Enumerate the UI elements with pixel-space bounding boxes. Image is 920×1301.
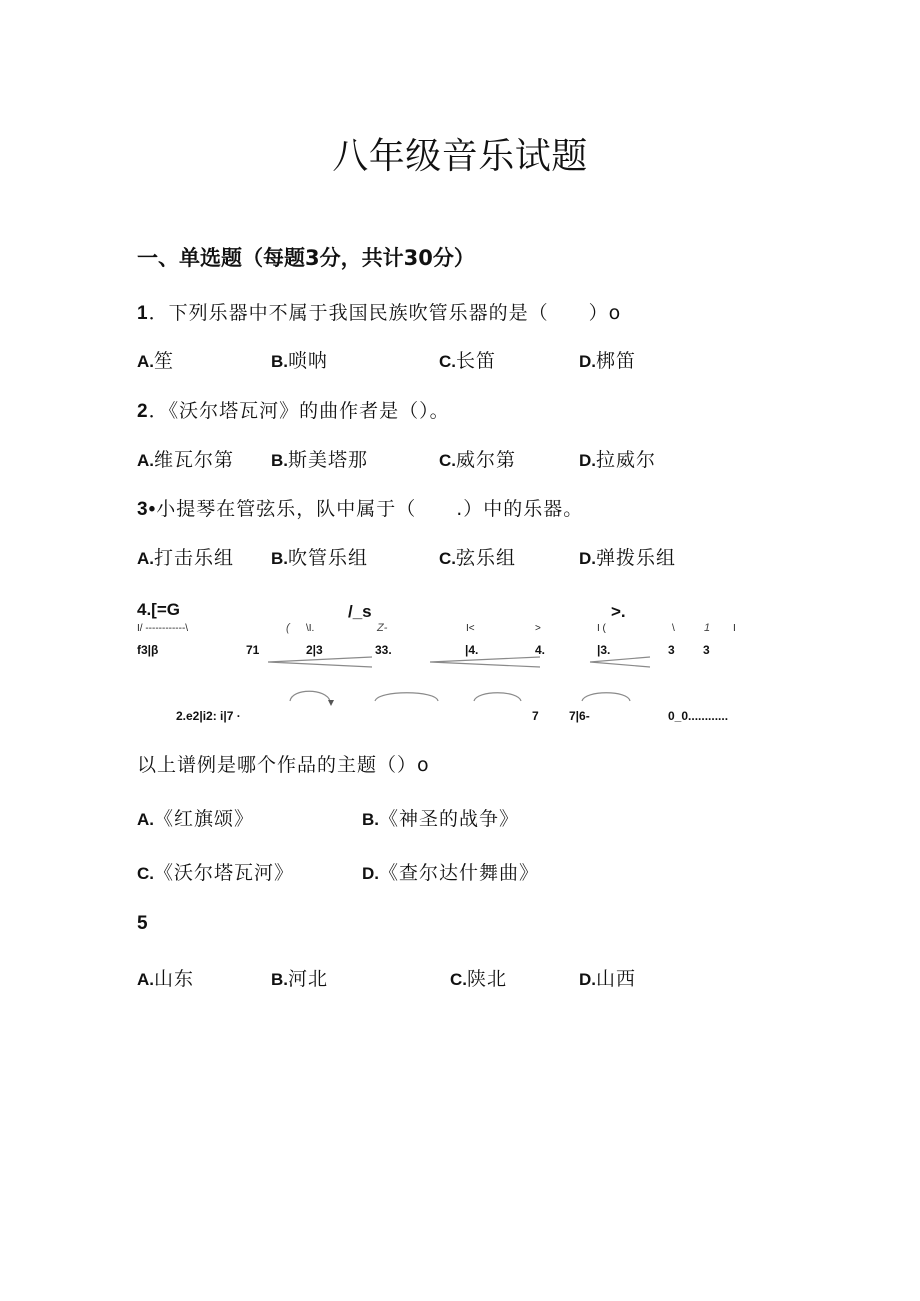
score-line-2-text: 33. (375, 643, 392, 657)
option-letter: B. (271, 549, 288, 568)
option-text: 拉威尔 (596, 449, 657, 471)
option-text: 笙 (154, 350, 175, 372)
option-letter: A. (137, 549, 154, 568)
question-number: 2 (137, 401, 149, 422)
slur-arc (582, 693, 630, 701)
option-c[interactable] (450, 964, 507, 991)
score-line-2-text: |4. (465, 643, 479, 657)
option-letter: D. (362, 864, 379, 883)
option-letter: D. (579, 451, 596, 470)
question-text: 小提琴在管弦乐，队中属于（ .）中的乐器。 (156, 498, 584, 520)
option-text: 长笛 (456, 350, 497, 372)
score-line-1-text: I/ ------------\ (137, 623, 189, 634)
option-a[interactable] (137, 804, 254, 831)
score-line-3-text: 0_0............ (668, 709, 729, 723)
question-number: 5 (137, 913, 149, 934)
question-number: 3• (137, 499, 157, 520)
question-text: ．下列乐器中不属于我国民族吹管乐器的是（ ）o (148, 302, 622, 324)
score-mark: /_s (348, 602, 372, 621)
option-text: 弹拨乐组 (596, 547, 677, 569)
score-line-3-text: 2.e2|i2: i|7 · (176, 709, 241, 723)
slur-arc (290, 691, 330, 701)
option-text: 山西 (596, 968, 637, 990)
option-letter: B. (362, 810, 379, 829)
score-line-1-text: \ (672, 623, 675, 634)
option-a[interactable] (137, 964, 194, 991)
score-line-1-text: I< (466, 623, 475, 634)
score-mark: >. (611, 602, 626, 621)
option-text: 梆笛 (596, 350, 637, 372)
option-letter: B. (271, 970, 288, 989)
option-text: 打击乐组 (154, 547, 235, 569)
option-d[interactable] (579, 964, 636, 991)
score-line-2-text: 71 (246, 643, 260, 657)
page-title: 八年级音乐试题 (332, 136, 588, 177)
tie-end-mark (328, 700, 334, 706)
score-line-1-text: 1 (704, 622, 711, 634)
option-text: 唢呐 (288, 350, 329, 372)
score-line-2-text: 2|3 (306, 643, 323, 657)
crescendo-hairpin (590, 657, 650, 667)
option-letter: D. (579, 549, 596, 568)
option-letter: C. (439, 352, 456, 371)
score-line-2-text: 3 (703, 643, 710, 657)
slur-arc (474, 693, 521, 701)
option-text: 山东 (154, 968, 195, 990)
option-text: 陕北 (467, 968, 508, 990)
score-line-1-text: I ( (597, 623, 606, 634)
section-heading: 一、单选题（每题3分，共计30分） (137, 246, 475, 270)
score-key-signature: 4.[=G (137, 600, 180, 619)
option-letter: C. (450, 970, 467, 989)
option-letter: A. (137, 451, 154, 470)
option-letter: C. (439, 549, 456, 568)
score-line-2-text: 3 (668, 643, 675, 657)
option-text: 《查尔达什舞曲》 (379, 862, 540, 884)
option-d[interactable] (362, 858, 539, 885)
score-line-2-text: 4. (535, 643, 546, 657)
option-text: 《神圣的战争》 (379, 808, 520, 830)
score-line-2-text: |3. (597, 643, 611, 657)
crescendo-hairpin (430, 657, 540, 667)
option-letter: B. (271, 352, 288, 371)
option-text: 《红旗颂》 (154, 808, 255, 830)
score-line-1-text: Z- (377, 622, 388, 634)
question-4-text: 以上谱例是哪个作品的主题（）o (137, 754, 430, 776)
option-letter: D. (579, 970, 596, 989)
option-text: 吹管乐组 (288, 547, 369, 569)
option-text: 《沃尔塔瓦河》 (154, 862, 295, 884)
slur-arc (375, 693, 438, 701)
option-b[interactable] (362, 804, 519, 831)
option-letter: C. (137, 864, 154, 883)
option-letter: D. (579, 352, 596, 371)
decrescendo-hairpin (268, 657, 372, 667)
option-letter: A. (137, 970, 154, 989)
score-line-2-text: f3|β (137, 643, 159, 657)
option-letter: A. (137, 352, 154, 371)
score-line-1-text: > (535, 623, 541, 634)
option-text: 斯美塔那 (288, 449, 369, 471)
option-text: 河北 (288, 968, 329, 990)
score-line-1-text: \I. (306, 623, 315, 634)
option-b[interactable] (271, 964, 328, 991)
option-letter: A. (137, 810, 154, 829)
score-line-1-text: ( (286, 622, 290, 634)
question-number: 1 (137, 303, 149, 324)
score-line-3-text: 7 (532, 709, 539, 723)
score-line-3-text: 7|6- (569, 709, 590, 723)
option-text: 维瓦尔第 (154, 449, 235, 471)
question-5 (137, 912, 149, 935)
question-text: ．《沃尔塔瓦河》的曲作者是（）。 (148, 400, 450, 422)
option-letter: C. (439, 451, 456, 470)
option-text: 威尔第 (456, 449, 517, 471)
option-c[interactable] (137, 858, 294, 885)
score-line-1-text: I (733, 623, 736, 634)
option-letter: B. (271, 451, 288, 470)
option-text: 弦乐组 (456, 547, 517, 569)
